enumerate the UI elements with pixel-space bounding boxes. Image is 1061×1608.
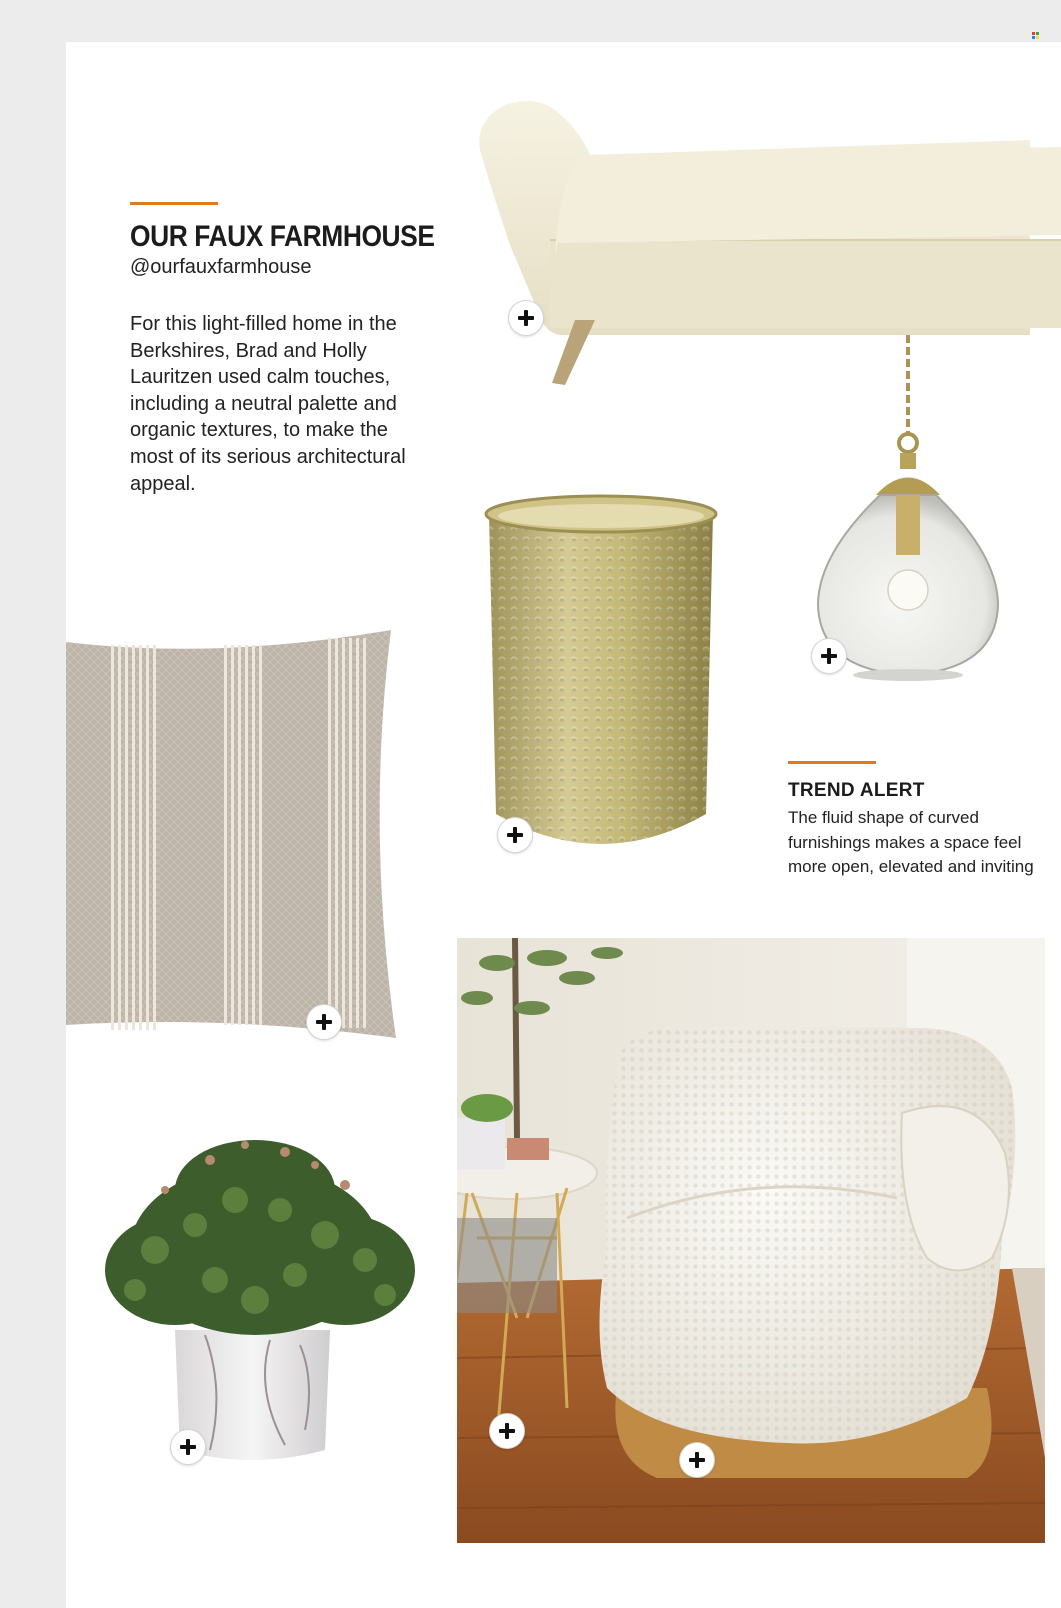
brand-mark-icon (1032, 32, 1039, 39)
trend-accent-line (788, 761, 876, 764)
faux-plant-add-button[interactable] (171, 1430, 205, 1464)
trend-alert-heading: TREND ALERT (788, 780, 925, 801)
striped-pillow-image (66, 630, 401, 1040)
accent-table-add-button[interactable] (490, 1414, 524, 1448)
room-photo (457, 938, 1045, 1543)
faux-plant-image (95, 1130, 425, 1470)
social-handle: @ourfauxfarmhouse (130, 256, 312, 278)
gold-side-table-image (484, 494, 718, 864)
striped-pillow-add-button[interactable] (307, 1005, 341, 1039)
gold-side-table-add-button[interactable] (498, 818, 532, 852)
boucle-chair-add-button[interactable] (680, 1443, 714, 1477)
title-accent-line (130, 202, 218, 205)
bench-add-button[interactable] (509, 301, 543, 335)
intro-paragraph: For this light-filled home in the Berkshires, Brad and Holly Lauritzen used calm touches, including a neutral palette and organic textures, to make the most of its serious architectural appeal. (130, 313, 406, 495)
trend-alert-body: The fluid shape of curved furnishings makes a space feel more open, elevated and inviting (788, 808, 1034, 876)
page-title: OUR FAUX FARMHOUSE (130, 220, 435, 253)
pendant-light-add-button[interactable] (812, 639, 846, 673)
